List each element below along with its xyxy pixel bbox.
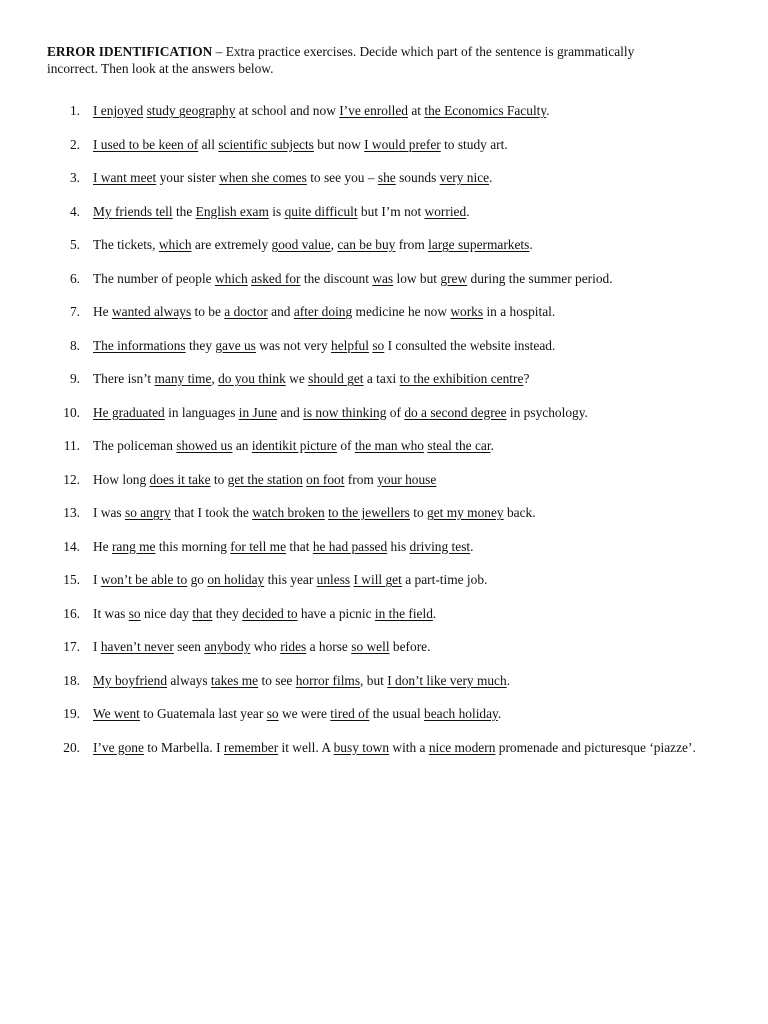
exercise-sentence	[93, 471, 713, 488]
underlined-segment: many time	[154, 371, 212, 386]
exercise-number: 4.	[69, 203, 80, 219]
exercise-sentence	[93, 672, 713, 689]
sentence-text: from	[344, 471, 378, 487]
sentence-text: .	[466, 203, 470, 219]
sentence-text: to Marbella. I	[143, 739, 224, 755]
underlined-segment: quite difficult	[284, 203, 358, 219]
sentence-text: at	[408, 103, 425, 118]
sentence-text: was not very	[255, 337, 332, 353]
sentence-text: in languages	[164, 404, 239, 420]
exercise-item	[0, 471, 768, 505]
sentence-text: , but	[360, 672, 388, 688]
sentence-text: I consulted the website instead.	[384, 337, 556, 353]
exercise-item	[0, 504, 768, 538]
underlined-segment: very nice	[439, 170, 490, 185]
sentence-text: in psychology.	[506, 404, 588, 420]
sentence-text: low but	[393, 270, 441, 286]
sentence-text: of	[386, 404, 405, 420]
sentence-text: .	[470, 538, 474, 554]
underlined-segment: I’ve gone	[93, 739, 144, 755]
exercise-item	[0, 169, 768, 203]
sentence-text: .	[497, 706, 502, 721]
exercise-item	[0, 672, 768, 706]
exercise-sentence	[93, 404, 713, 421]
underlined-segment: large supermarkets	[428, 237, 530, 252]
sentence-text: There isn’t	[93, 371, 155, 386]
exercise-number: 9.	[69, 371, 80, 386]
exercise-item	[0, 236, 768, 270]
exercise-sentence	[93, 437, 713, 454]
underlined-segment: get my money	[427, 505, 504, 520]
sentence-text: at school and now	[235, 103, 340, 118]
exercise-number: 10.	[63, 404, 80, 420]
underlined-segment: in the field	[374, 605, 433, 621]
sentence-text: we were	[278, 706, 331, 721]
exercise-sentence	[93, 705, 713, 722]
underlined-segment: English exam	[195, 203, 269, 219]
sentence-text: to study art.	[440, 136, 508, 152]
sentence-text: his	[387, 538, 410, 554]
underlined-segment: asked for	[251, 270, 301, 286]
sentence-text: to	[409, 505, 427, 520]
sentence-text: but I’m not	[357, 203, 425, 219]
sentence-text: medicine he now	[352, 304, 451, 319]
exercise-item	[0, 437, 768, 471]
exercise-item	[0, 638, 768, 672]
sentence-text: that	[286, 538, 313, 554]
underlined-segment: your house	[377, 471, 437, 487]
exercise-item	[0, 102, 768, 136]
sentence-text: I	[93, 572, 101, 587]
sentence-text: they	[185, 337, 216, 353]
exercise-sentence	[93, 303, 713, 320]
sentence-text: ,	[330, 237, 338, 252]
underlined-segment: unless	[316, 572, 351, 587]
underlined-segment: gave us	[215, 337, 256, 353]
underlined-segment: should get	[308, 371, 364, 386]
exercise-item	[0, 337, 768, 371]
underlined-segment: remember	[223, 739, 279, 755]
sentence-text: .	[490, 438, 494, 453]
underlined-segment: do you think	[218, 371, 286, 386]
exercise-number: 5.	[69, 237, 80, 252]
underlined-segment: so angry	[124, 505, 171, 520]
sentence-text: .	[529, 237, 533, 252]
underlined-segment: worried	[424, 203, 467, 219]
sentence-text: The policeman	[93, 438, 177, 453]
exercise-item	[0, 404, 768, 438]
underlined-segment: do a second degree	[404, 404, 507, 420]
sentence-text: a horse	[306, 639, 352, 654]
sentence-text: to see	[258, 672, 296, 688]
sentence-text: have a picnic	[297, 605, 375, 621]
underlined-segment: was	[372, 270, 394, 286]
sentence-text: He	[93, 304, 112, 319]
underlined-segment: I want meet	[93, 170, 157, 185]
sentence-text: back.	[503, 505, 536, 520]
underlined-segment: after doing	[293, 304, 353, 319]
worksheet-title: ERROR IDENTIFICATION	[47, 44, 213, 59]
sentence-text: that I took the	[170, 505, 253, 520]
sentence-text: ,	[211, 371, 219, 386]
exercise-number: 6.	[69, 270, 80, 286]
underlined-segment: to the jewellers	[328, 505, 410, 520]
sentence-text: your sister	[156, 170, 220, 185]
sentence-text: during the summer period.	[467, 270, 613, 286]
underlined-segment: haven’t never	[100, 639, 174, 654]
sentence-text: and	[267, 304, 294, 319]
underlined-segment: is now thinking	[303, 404, 387, 420]
sentence-text: He	[93, 538, 112, 554]
exercise-number: 7.	[69, 304, 80, 319]
sentence-text: How long	[93, 471, 150, 487]
underlined-segment: nice modern	[428, 739, 496, 755]
underlined-segment: tired of	[330, 706, 370, 721]
sentence-text: The tickets,	[93, 237, 159, 252]
sentence-text: promenade and picturesque ‘piazze’.	[495, 739, 696, 755]
instructions-text: – Extra practice exercises. Decide which part of the sentence is grammatically incorrect. Then look at the answers below.	[47, 44, 635, 76]
underlined-segment: when she comes	[219, 170, 307, 185]
underlined-segment: He graduated	[93, 404, 165, 420]
exercise-sentence	[93, 571, 713, 588]
exercise-item	[0, 203, 768, 237]
sentence-text: I	[93, 639, 101, 654]
underlined-segment: can be buy	[337, 237, 396, 252]
sentence-text: the	[172, 203, 196, 219]
sentence-text: It was	[93, 605, 129, 621]
underlined-segment: in June	[238, 404, 278, 420]
exercise-number: 15.	[63, 572, 80, 587]
sentence-text: are extremely	[191, 237, 272, 252]
underlined-segment: We went	[93, 706, 140, 721]
underlined-segment: decided to	[242, 605, 298, 621]
underlined-segment: showed us	[176, 438, 233, 453]
instructions	[47, 43, 687, 77]
exercise-item	[0, 270, 768, 304]
sentence-text: this year	[264, 572, 317, 587]
underlined-segment: so	[266, 706, 279, 721]
exercise-number: 11.	[63, 438, 80, 453]
underlined-segment: horror films	[295, 672, 361, 688]
sentence-text: it well. A	[278, 739, 334, 755]
underlined-segment: she	[377, 170, 396, 185]
sentence-text: with a	[389, 739, 429, 755]
sentence-text: but now	[313, 136, 365, 152]
underlined-segment: study geography	[146, 103, 236, 118]
underlined-segment: I used to be	[93, 136, 159, 152]
underlined-segment: he had passed	[312, 538, 388, 554]
underlined-segment: does it take	[149, 471, 211, 487]
underlined-segment: watch broken	[252, 505, 325, 520]
exercise-item	[0, 739, 768, 773]
underlined-segment: scientific subjects	[218, 136, 314, 152]
exercise-sentence	[93, 169, 713, 186]
underlined-segment: I don’t like very much	[387, 672, 507, 688]
sentence-text: .	[489, 170, 493, 185]
underlined-segment: on foot	[306, 471, 345, 487]
sentence-text: go	[187, 572, 208, 587]
underlined-segment: the Economics Faculty	[424, 103, 547, 118]
sentence-text: in a hospital.	[483, 304, 556, 319]
underlined-segment: driving test	[409, 538, 471, 554]
sentence-text: the usual	[369, 706, 425, 721]
exercise-number: 17.	[63, 639, 80, 654]
exercise-item	[0, 370, 768, 404]
underlined-segment: which	[158, 237, 192, 252]
underlined-segment: good value	[271, 237, 331, 252]
sentence-text: to be	[191, 304, 225, 319]
underlined-segment: My friends tell	[93, 203, 173, 219]
exercise-number: 1.	[69, 103, 80, 118]
sentence-text: they	[212, 605, 243, 621]
underlined-segment: steal the car	[427, 438, 491, 453]
sentence-text: .	[432, 605, 437, 621]
underlined-segment: I enjoyed	[93, 103, 144, 118]
sentence-text: the discount	[300, 270, 373, 286]
underlined-segment: get the station	[227, 471, 303, 487]
sentence-text: all	[198, 136, 219, 152]
exercise-item	[0, 136, 768, 170]
exercise-number: 8.	[69, 337, 80, 353]
exercise-number: 18.	[63, 672, 80, 688]
exercise-sentence	[93, 270, 713, 287]
exercise-sentence	[93, 504, 713, 521]
underlined-segment: to the exhibition centre	[399, 371, 524, 386]
exercise-sentence	[93, 236, 713, 253]
underlined-segment: I will get	[353, 572, 402, 587]
exercise-sentence	[93, 102, 713, 119]
underlined-segment: so well	[351, 639, 390, 654]
exercise-list	[0, 102, 768, 772]
exercise-item	[0, 303, 768, 337]
underlined-segment: keen of	[158, 136, 199, 152]
exercise-number: 2.	[69, 136, 80, 152]
underlined-segment: so	[372, 337, 385, 353]
underlined-segment: works	[450, 304, 484, 319]
sentence-text: a taxi	[363, 371, 400, 386]
underlined-segment: for tell me	[230, 538, 287, 554]
sentence-text: of	[336, 438, 355, 453]
underlined-segment: that	[192, 605, 213, 621]
sentence-text: a part-time job.	[401, 572, 488, 587]
sentence-text: to	[210, 471, 228, 487]
underlined-segment: a doctor	[224, 304, 268, 319]
exercise-sentence	[93, 337, 713, 354]
sentence-text: this morning	[155, 538, 231, 554]
sentence-text: I was	[93, 505, 125, 520]
underlined-segment: I would prefer	[364, 136, 441, 152]
exercise-sentence	[93, 538, 713, 555]
underlined-segment: My boyfriend	[93, 672, 168, 688]
exercise-number: 13.	[63, 505, 80, 520]
underlined-segment: anybody	[204, 639, 251, 654]
sentence-text: we	[285, 371, 309, 386]
underlined-segment: on holiday	[207, 572, 265, 587]
exercise-number: 3.	[69, 170, 80, 185]
sentence-text: before.	[389, 639, 431, 654]
underlined-segment: won’t be able to	[100, 572, 188, 587]
exercise-number: 20.	[63, 739, 80, 755]
exercise-sentence	[93, 605, 713, 622]
sentence-text: seen	[173, 639, 205, 654]
exercise-number: 16.	[63, 605, 80, 621]
sentence-text: sounds	[395, 170, 440, 185]
underlined-segment: I’ve enrolled	[339, 103, 408, 118]
exercise-item	[0, 538, 768, 572]
exercise-item	[0, 571, 768, 605]
underlined-segment: identikit picture	[251, 438, 337, 453]
sentence-text: .	[546, 103, 550, 118]
underlined-segment: The informations	[93, 337, 186, 353]
sentence-text: to Guatemala last year	[139, 706, 267, 721]
underlined-segment: rang me	[111, 538, 156, 554]
sentence-text: nice day	[140, 605, 193, 621]
sentence-text: to see you –	[306, 170, 378, 185]
exercise-number: 14.	[63, 538, 80, 554]
underlined-segment: takes me	[210, 672, 259, 688]
exercise-sentence	[93, 638, 713, 655]
underlined-segment: busy town	[333, 739, 390, 755]
sentence-text: always	[167, 672, 211, 688]
underlined-segment: so	[128, 605, 141, 621]
underlined-segment: rides	[280, 639, 307, 654]
exercise-sentence	[93, 136, 713, 153]
underlined-segment: which	[214, 270, 248, 286]
underlined-segment: beach holiday	[424, 706, 498, 721]
exercise-item	[0, 605, 768, 639]
underlined-segment: the man who	[354, 438, 424, 453]
sentence-text: from	[395, 237, 429, 252]
sentence-text: is	[268, 203, 285, 219]
exercise-sentence	[93, 370, 713, 387]
sentence-text: ?	[523, 371, 530, 386]
sentence-text: .	[506, 672, 511, 688]
sentence-text: and	[277, 404, 304, 420]
exercise-sentence	[93, 203, 713, 220]
underlined-segment: wanted always	[111, 304, 192, 319]
sentence-text: an	[232, 438, 252, 453]
exercise-number: 19.	[63, 706, 80, 721]
exercise-number: 12.	[63, 471, 80, 487]
underlined-segment: helpful	[331, 337, 369, 353]
sentence-text: The number of people	[93, 270, 215, 286]
underlined-segment: grew	[440, 270, 468, 286]
sentence-text: who	[250, 639, 281, 654]
exercise-sentence	[93, 731, 713, 765]
